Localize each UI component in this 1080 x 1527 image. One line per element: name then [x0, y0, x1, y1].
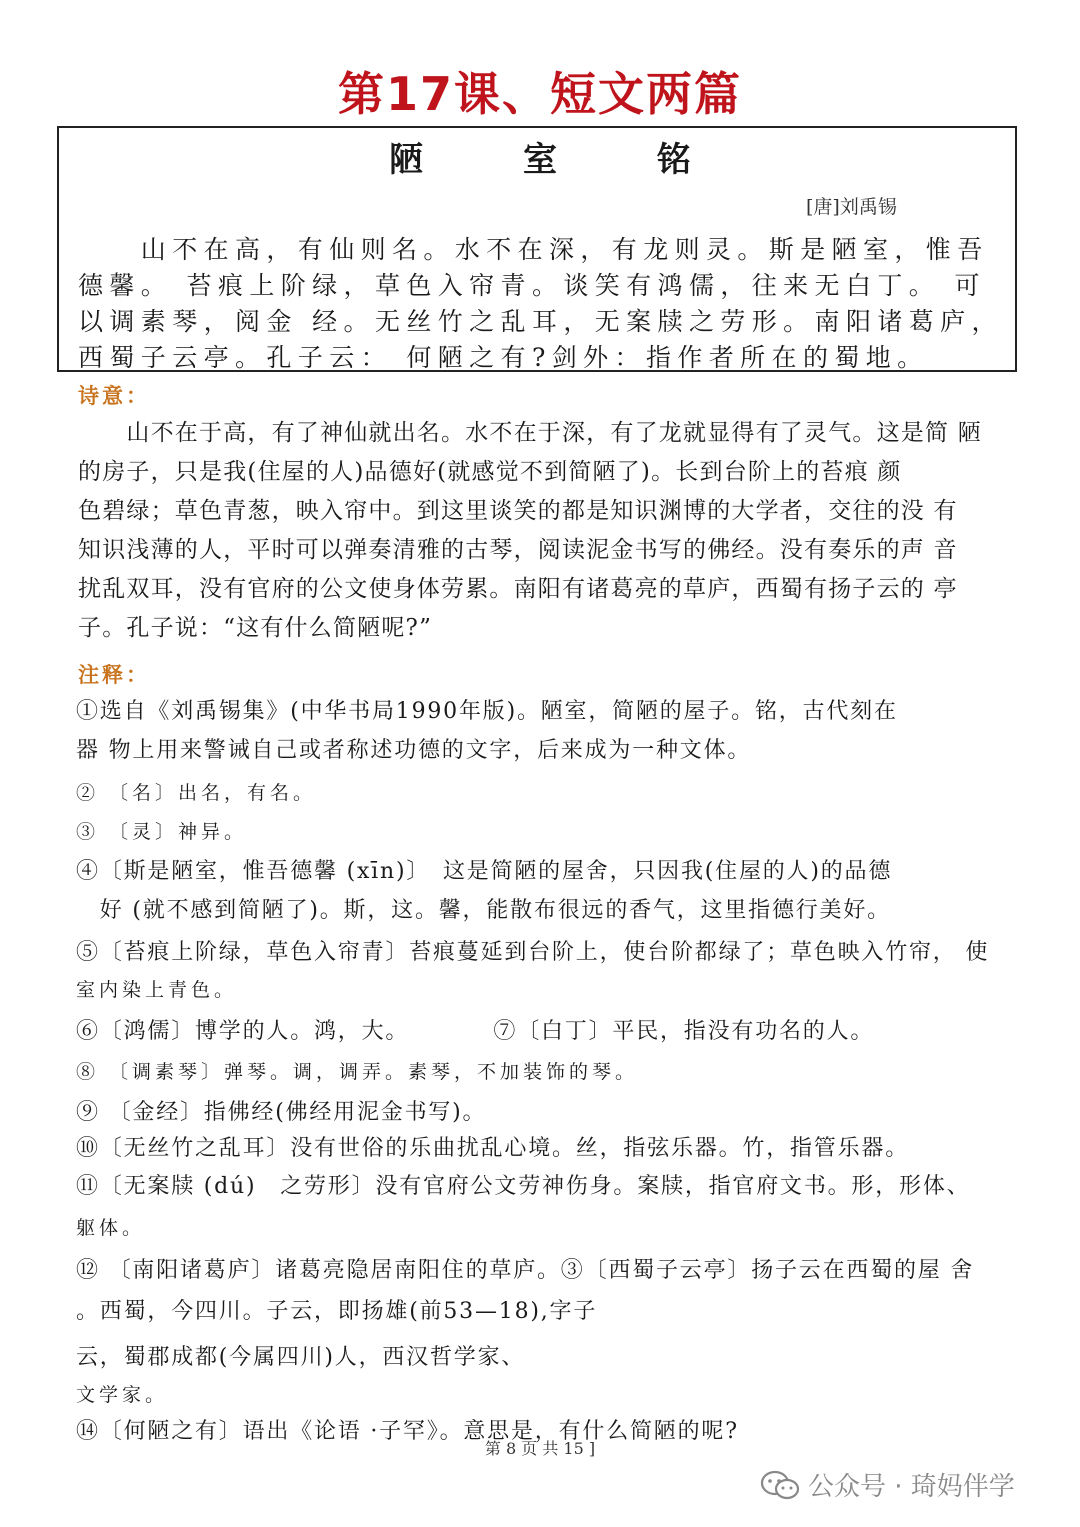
poem-line: 以调素琴，阅金 经。无丝竹之乱耳，无案牍之劳形。南阳诸葛庐， — [78, 307, 1003, 336]
meaning-line: 子。孔子说：“这有什么简陋呢?” — [78, 615, 433, 641]
note-line: ⑭〔何陋之有〕语出《论语 ·子罕》。意思是，有什么简陋的呢? — [76, 1419, 739, 1444]
note-line: 文学家。 — [76, 1384, 169, 1406]
meaning-heading: 诗意： — [78, 384, 150, 408]
note-line: 好 (就不感到简陋了)。斯，这。馨，能散布很远的香气，这里指德行美好。 — [76, 898, 891, 923]
note-line: 室内染上青色。 — [76, 979, 238, 1001]
note-line: ⑨ 〔金经〕指佛经(佛经用泥金书写)。 — [76, 1100, 487, 1125]
page-footer: 第 8 页 共 15 ] — [484, 1439, 596, 1458]
poem-line: 山不在高，有仙则名。水不在深，有龙则灵。斯是陋室，惟吾 — [78, 235, 989, 264]
meaning-line: 山不在于高，有了神仙就出名。水不在于深，有了龙就显得有了灵气。这是简 陋 — [78, 420, 982, 446]
note-line: ①选自《刘禹锡集》(中华书局1990年版)。陋室，简陋的屋子。铭，古代刻在 — [76, 699, 898, 724]
note-line: ⑩〔无丝竹之乱耳〕没有世俗的乐曲扰乱心境。丝，指弦乐器。竹，指管乐器。 — [76, 1136, 910, 1161]
poem-title: 陋 室 铭 — [389, 140, 735, 180]
note-line: ③ 〔灵〕神异。 — [76, 821, 248, 843]
note-line: ④〔斯是陋室，惟吾德馨 (xīn)〕 这是简陋的屋舍，只因我(住屋的人)的品德 — [76, 859, 893, 884]
note-line: ⑤〔苔痕上阶绿，草色入帘青〕苔痕蔓延到台阶上，使台阶都绿了；草色映入竹帘， 使 — [76, 940, 990, 965]
note-line: ⑫ 〔南阳诸葛庐〕诸葛亮隐居南阳住的草庐。③〔西蜀子云亭〕扬子云在西蜀的屋 舍 — [76, 1258, 975, 1283]
page-title: 第17课、短文两篇 — [337, 67, 742, 121]
watermark — [760, 1466, 1015, 1503]
meaning-line: 色碧绿；草色青葱，映入帘中。到这里谈笑的都是知识渊博的大学者，交往的没 有 — [78, 498, 958, 524]
poem-author: [唐]刘禹锡 — [806, 196, 897, 218]
note-line: ② 〔名〕出名，有名。 — [76, 782, 317, 804]
note-line: 。西蜀，今四川。子云，即扬雄(前53—18),字子 — [76, 1299, 598, 1324]
note-line: ⑪〔无案牍 (dú) 之劳形〕没有官府公文劳神伤身。案牍，指官府文书。形，形体、 — [76, 1174, 971, 1199]
note-line: ⑧ 〔调素琴〕弹琴。调，调弄。素琴，不加装饰的琴。 — [76, 1061, 639, 1083]
note-line: 云，蜀郡成都(今属四川)人，西汉哲学家、 — [76, 1345, 526, 1370]
meaning-line: 知识浅薄的人，平时可以弹奏清雅的古琴，阅读泥金书写的佛经。没有奏乐的声 音 — [78, 537, 958, 563]
note-line: 躯体。 — [76, 1217, 146, 1239]
watermark-text: 公众号 · 琦妈伴学 — [808, 1472, 1015, 1502]
note-line: 器 物上用来警诫自己或者称述功德的文字，后来成为一种文体。 — [76, 738, 752, 763]
poem-line: 西蜀子云亭。孔子云： 何陋之有?剑外：指作者所在的蜀地。 — [78, 343, 929, 372]
wechat-icon — [760, 1470, 800, 1500]
note-line: ⑥〔鸿儒〕博学的人。鸿，大。 ⑦〔白丁〕平民，指没有功名的人。 — [76, 1019, 875, 1044]
meaning-line: 扰乱双耳，没有官府的公文使身体劳累。南阳有诸葛亮的草庐，西蜀有扬子云的 亭 — [78, 576, 958, 602]
notes-heading: 注释： — [78, 663, 150, 687]
poem-line: 德馨。 苔痕上阶绿，草色入帘青。谈笑有鸿儒，往来无白丁。 可 — [78, 271, 986, 300]
meaning-line: 的房子，只是我(住屋的人)品德好(就感觉不到简陋了)。长到台阶上的苔痕 颜 — [78, 459, 902, 485]
